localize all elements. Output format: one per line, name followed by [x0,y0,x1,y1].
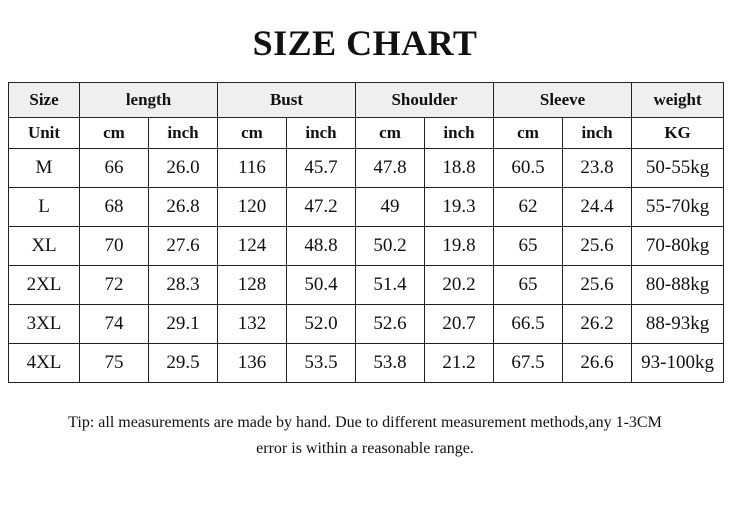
cell-sleeve-cm: 62 [494,188,563,227]
tip-line-1: Tip: all measurements are made by hand. Due to different measurement methods,any 1-3CM [68,414,662,431]
cell-length-inch: 28.3 [149,266,218,305]
header-bust: Bust [218,83,356,118]
cell-bust-cm: 124 [218,227,287,266]
cell-bust-cm: 116 [218,149,287,188]
table-header-row [9,83,724,118]
cell-sleeve-inch: 26.2 [563,305,632,344]
cell-sleeve-cm: 67.5 [494,344,563,383]
header-shoulder: Shoulder [356,83,494,118]
cell-sleeve-cm: 66.5 [494,305,563,344]
tip-line-2: error is within a reasonable range. [256,440,474,457]
cell-length-inch: 29.1 [149,305,218,344]
cell-shoulder-inch: 21.2 [425,344,494,383]
unit-shoulder-inch: inch [425,118,494,149]
cell-length-cm: 66 [80,149,149,188]
cell-length-cm: 74 [80,305,149,344]
table-row [9,344,724,383]
measurement-tip [10,410,720,462]
unit-shoulder-cm: cm [356,118,425,149]
cell-weight: 50-55kg [632,149,724,188]
unit-sleeve-cm: cm [494,118,563,149]
unit-weight-kg: KG [632,118,724,149]
cell-shoulder-cm: 53.8 [356,344,425,383]
table-row [9,266,724,305]
page-title: SIZE CHART [252,23,478,63]
cell-sleeve-inch: 25.6 [563,266,632,305]
cell-sleeve-inch: 24.4 [563,188,632,227]
cell-shoulder-cm: 51.4 [356,266,425,305]
cell-shoulder-cm: 47.8 [356,149,425,188]
header-size: Size [9,83,80,118]
cell-length-cm: 72 [80,266,149,305]
cell-length-cm: 68 [80,188,149,227]
cell-bust-inch: 52.0 [287,305,356,344]
cell-sleeve-inch: 23.8 [563,149,632,188]
cell-bust-inch: 53.5 [287,344,356,383]
cell-size: XL [9,227,80,266]
unit-length-inch: inch [149,118,218,149]
cell-bust-inch: 50.4 [287,266,356,305]
cell-size: 2XL [9,266,80,305]
cell-sleeve-cm: 65 [494,227,563,266]
cell-length-inch: 26.0 [149,149,218,188]
cell-weight: 70-80kg [632,227,724,266]
cell-shoulder-cm: 52.6 [356,305,425,344]
cell-length-inch: 27.6 [149,227,218,266]
cell-length-cm: 75 [80,344,149,383]
cell-shoulder-inch: 20.2 [425,266,494,305]
cell-weight: 88-93kg [632,305,724,344]
cell-shoulder-inch: 19.8 [425,227,494,266]
unit-bust-inch: inch [287,118,356,149]
cell-bust-inch: 48.8 [287,227,356,266]
cell-bust-cm: 132 [218,305,287,344]
cell-length-inch: 26.8 [149,188,218,227]
cell-weight: 93-100kg [632,344,724,383]
cell-shoulder-cm: 49 [356,188,425,227]
cell-sleeve-cm: 60.5 [494,149,563,188]
table-row [9,149,724,188]
cell-shoulder-inch: 18.8 [425,149,494,188]
size-chart-table [8,82,724,383]
cell-size: L [9,188,80,227]
unit-label: Unit [9,118,80,149]
unit-length-cm: cm [80,118,149,149]
table-row [9,305,724,344]
cell-bust-cm: 128 [218,266,287,305]
cell-size: M [9,149,80,188]
cell-size: 4XL [9,344,80,383]
cell-sleeve-inch: 25.6 [563,227,632,266]
cell-sleeve-inch: 26.6 [563,344,632,383]
header-weight: weight [632,83,724,118]
cell-weight: 55-70kg [632,188,724,227]
table-row [9,188,724,227]
cell-length-inch: 29.5 [149,344,218,383]
unit-bust-cm: cm [218,118,287,149]
cell-shoulder-inch: 19.3 [425,188,494,227]
unit-sleeve-inch: inch [563,118,632,149]
cell-bust-inch: 45.7 [287,149,356,188]
cell-bust-inch: 47.2 [287,188,356,227]
cell-length-cm: 70 [80,227,149,266]
cell-bust-cm: 120 [218,188,287,227]
cell-bust-cm: 136 [218,344,287,383]
table-unit-row [9,118,724,149]
cell-sleeve-cm: 65 [494,266,563,305]
header-sleeve: Sleeve [494,83,632,118]
cell-size: 3XL [9,305,80,344]
cell-shoulder-inch: 20.7 [425,305,494,344]
cell-weight: 80-88kg [632,266,724,305]
header-length: length [80,83,218,118]
cell-shoulder-cm: 50.2 [356,227,425,266]
table-row [9,227,724,266]
